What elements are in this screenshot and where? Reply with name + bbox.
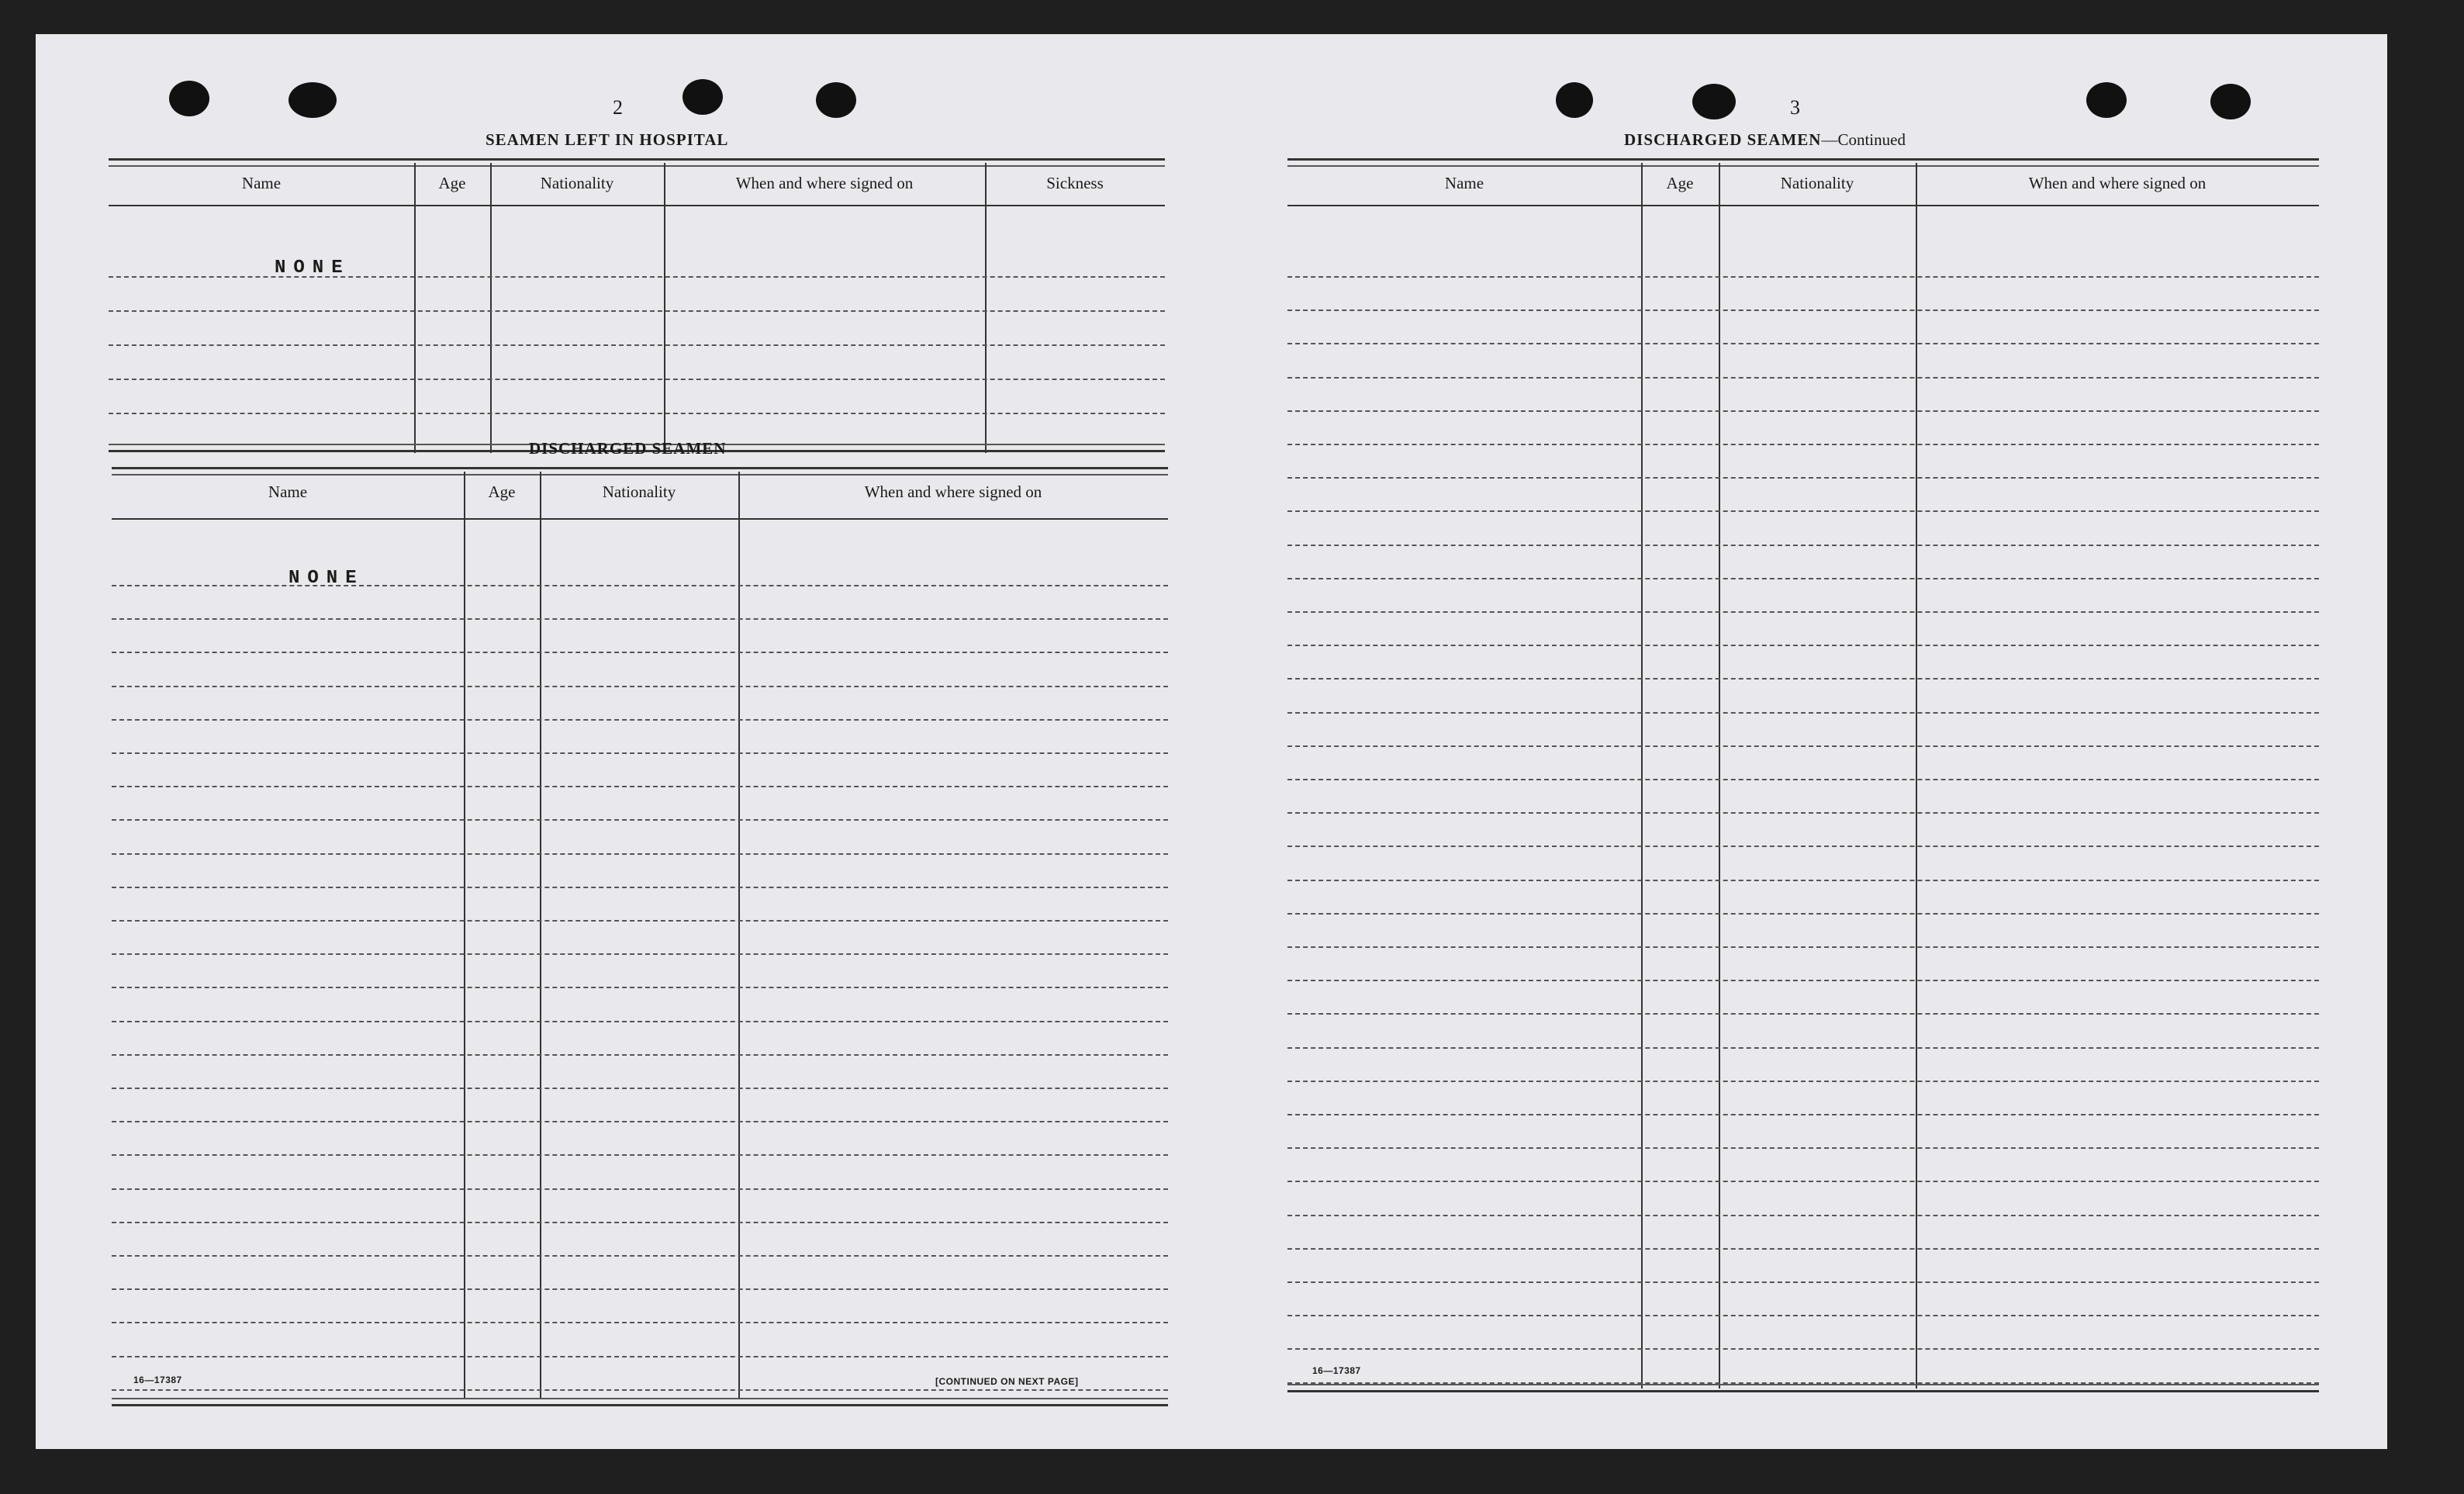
row-line [1287,377,2319,379]
table-bottom-border [112,1398,1168,1406]
row-line [1287,343,2319,344]
column-header-name: Name [1444,174,1484,192]
punch-hole [289,82,337,118]
header-divider [1287,205,2319,206]
column-header-age: Age [488,482,516,501]
row-line [112,752,1168,754]
column-header-sickness: Sickness [1046,174,1104,192]
row-line [1287,410,2319,412]
discharged-table-right [1287,158,2319,1393]
column-header-signed-on: When and where signed on [735,174,914,192]
punch-hole [169,81,209,116]
row-line [1287,1315,2319,1316]
row-line [1287,1248,2319,1250]
row-line [112,953,1168,955]
row-line [112,987,1168,988]
row-line [112,920,1168,922]
page-number: 2 [613,96,623,119]
row-line [1287,812,2319,814]
column-divider [664,163,665,453]
row-line [112,1356,1168,1357]
row-line [1287,310,2319,311]
row-line [1287,980,2319,981]
row-line [1287,913,2319,915]
row-line [1287,880,2319,881]
row-line [1287,545,2319,546]
row-line [109,276,1165,278]
row-line [1287,1147,2319,1149]
row-line [112,1154,1168,1156]
punch-hole [1556,82,1593,118]
row-line [1287,712,2319,714]
title-suffix: —Continued [1821,130,1906,149]
row-line [1287,611,2319,613]
column-header-nationality: Nationality [1780,174,1854,192]
hospital-table [109,158,1165,455]
form-number: 16—17387 [133,1375,182,1385]
header-divider [109,205,1165,206]
row-line [1287,1081,2319,1082]
document-sheet [36,34,2387,1449]
row-line [112,719,1168,721]
column-header-age: Age [438,174,466,192]
row-line [1287,1181,2319,1182]
row-line [1287,1114,2319,1115]
row-line [1287,1013,2319,1015]
row-line [112,1222,1168,1223]
row-line [112,1188,1168,1190]
continued-note: [CONTINUED ON NEXT PAGE] [935,1376,1079,1387]
column-divider [738,472,740,1399]
column-header-signed-on: When and where signed on [864,482,1042,501]
hospital-table-title: SEAMEN LEFT IN HOSPITAL [486,130,729,149]
discharged-continued-title [1624,130,1906,150]
table-bottom-border [1287,1384,2319,1392]
column-divider [464,472,465,1399]
column-header-age: Age [1666,174,1694,192]
row-line [112,1322,1168,1323]
column-divider [1719,163,1720,1389]
row-line [1287,444,2319,445]
column-header-name: Name [241,174,282,192]
column-divider [414,163,416,453]
discharged-table-left [112,467,1168,1402]
hospital-none-entry: NONE [275,258,351,278]
row-line [109,413,1165,414]
row-line [1287,846,2319,847]
row-line [112,618,1168,620]
punch-hole [1692,84,1736,119]
row-line [112,853,1168,855]
row-line [1287,477,2319,479]
row-line [1287,779,2319,780]
row-line [1287,1281,2319,1283]
row-line [1287,578,2319,579]
row-line [109,310,1165,312]
row-line [1287,510,2319,512]
row-line [1287,645,2319,646]
row-line [112,1054,1168,1056]
row-line [112,1255,1168,1257]
form-number: 16—17387 [1312,1365,1361,1376]
table-top-border [112,467,1168,476]
column-header-name: Name [268,482,308,501]
table-top-border [109,158,1165,167]
row-line [1287,1047,2319,1049]
punch-hole [2210,84,2251,119]
row-line [1287,1348,2319,1350]
row-line [1287,1215,2319,1216]
row-line [112,887,1168,888]
row-line [112,1088,1168,1089]
row-line [112,786,1168,787]
column-header-signed-on: When and where signed on [2028,174,2207,192]
page-number: 3 [1790,96,1800,119]
row-line [112,585,1168,586]
row-line [112,1021,1168,1022]
column-header-nationality: Nationality [540,174,614,192]
row-line [1287,946,2319,948]
discharged-none-entry: NONE [289,568,365,589]
punch-hole [816,82,856,118]
row-line [112,1389,1168,1391]
column-divider [490,163,492,453]
row-line [112,652,1168,653]
row-line [109,379,1165,380]
column-header-nationality: Nationality [602,482,676,501]
row-line [1287,745,2319,747]
punch-hole [683,79,723,115]
column-divider [1916,163,1917,1389]
row-line [1287,276,2319,278]
row-line [109,344,1165,346]
discharged-table-title: DISCHARGED SEAMEN [529,439,727,458]
row-line [112,686,1168,687]
column-divider [1641,163,1643,1389]
column-divider [540,472,541,1399]
table-top-border [1287,158,2319,167]
header-divider [112,518,1168,520]
title-main: DISCHARGED SEAMEN [1624,130,1822,149]
row-line [1287,678,2319,680]
row-line [112,819,1168,821]
row-line [112,1288,1168,1290]
punch-hole [2086,82,2127,118]
row-line [112,1121,1168,1122]
column-divider [985,163,987,453]
